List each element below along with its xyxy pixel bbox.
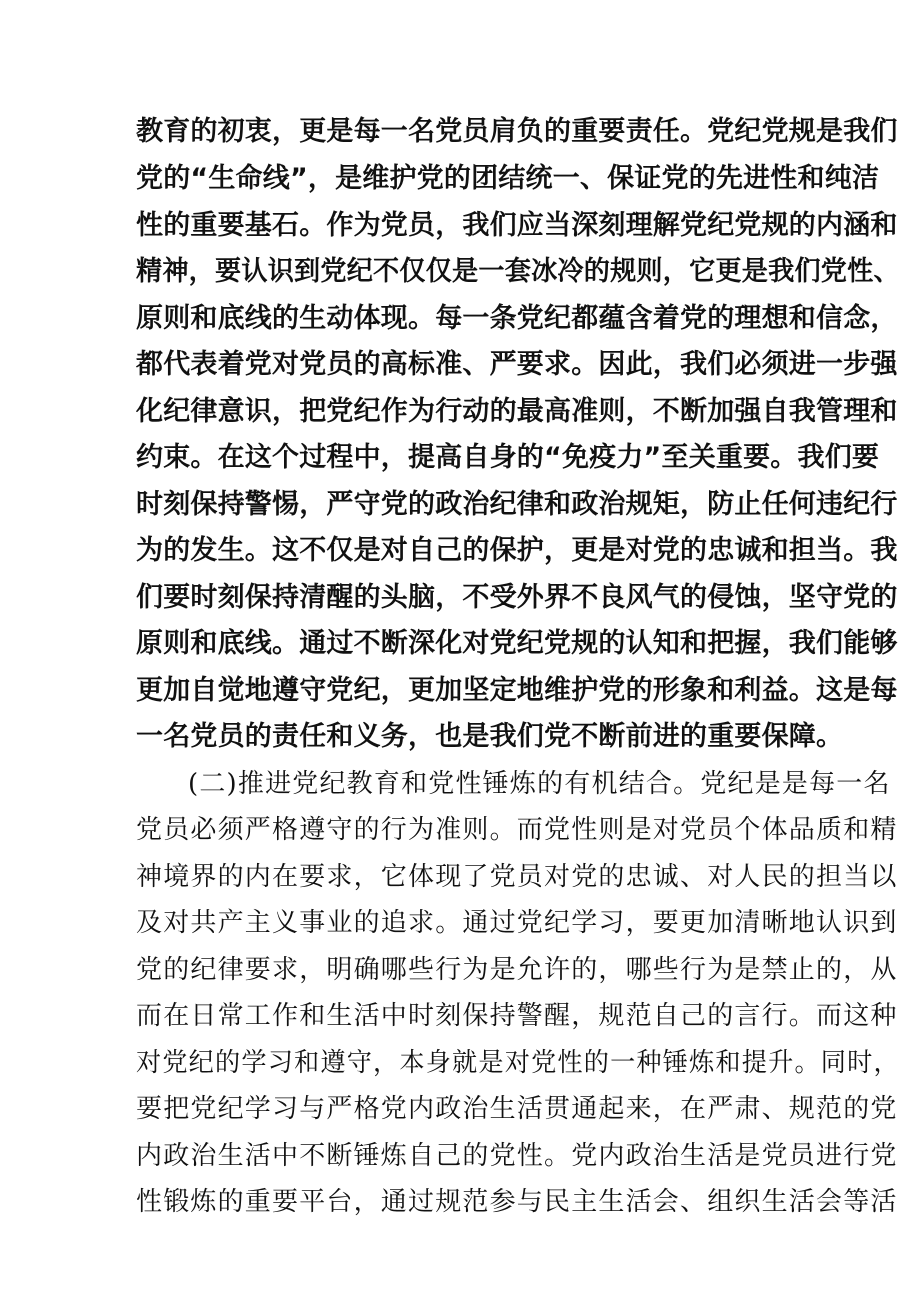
paragraph-line: 性锻炼的重要平台，通过规范参与民主生活会、组织生活会等活: [136, 1187, 898, 1217]
paragraph-line: 一名党员的责任和义务，也是我们党不断前进的重要保障。: [136, 721, 844, 752]
paragraph-line: 党员必须严格遵守的行为准则。而党性则是对党员个体品质和精: [136, 815, 898, 845]
paragraph-line: 要把党纪学习与严格党内政治生活贯通起来，在严肃、规范的党: [136, 1094, 898, 1124]
paragraph-line: 性的重要基石。作为党员，我们应当深刻理解党纪党规的内涵和: [136, 210, 898, 241]
paragraph-line: 内政治生活中不断锤炼自己的党性。党内政治生活是党员进行党: [136, 1141, 898, 1171]
paragraph-line: 神境界的内在要求，它体现了党员对党的忠诚、对人民的担当以: [136, 862, 898, 892]
paragraph-line: 为的发生。这不仅是对自己的保护，更是对党的忠诚和担当。我: [136, 535, 898, 566]
paragraph-line: 对党纪的学习和遵守，本身就是对党性的一种锤炼和提升。同时，: [136, 1048, 900, 1078]
paragraph-line: 党的“生命线”，是维护党的团结统一、保证党的先进性和纯洁: [136, 163, 880, 194]
paragraph-line: 教育的初衷，更是每一名党员肩负的重要责任。党纪党规是我们: [136, 116, 898, 147]
paragraph-line: 原则和底线的生动体现。每一条党纪都蕴含着党的理想和信念，: [136, 303, 898, 334]
section-heading-line: (二)推进党纪教育和党性锤炼的有机结合。党纪是是每一名: [188, 769, 891, 799]
paragraph-line: 约束。在这个过程中，提高自身的“免疫力”至关重要。我们要: [136, 442, 880, 473]
paragraph-line: 时刻保持警惕，严守党的政治纪律和政治规矩，防止任何违纪行: [136, 489, 898, 520]
paragraph-line: 都代表着党对党员的高标准、严要求。因此，我们必须进一步强: [136, 349, 898, 380]
paragraph-line: 精神，要认识到党纪不仅仅是一套冰冷的规则，它更是我们党性、: [136, 256, 900, 287]
paragraph-line: 们要时刻保持清醒的头脑，不受外界不良风气的侵蚀，坚守党的: [136, 582, 898, 613]
paragraph-line: 党的纪律要求，明确哪些行为是允许的，哪些行为是禁止的，从: [136, 955, 898, 985]
paragraph-line: 更加自觉地遵守党纪，更加坚定地维护党的形象和利益。这是每: [136, 675, 898, 706]
paragraph-line: 化纪律意识，把党纪作为行动的最高准则，不断加强自我管理和: [136, 396, 898, 427]
paragraph-line: 而在日常工作和生活中时刻保持警醒，规范自己的言行。而这种: [136, 1001, 898, 1031]
paragraph-line: 及对共产主义事业的追求。通过党纪学习，要更加清晰地认识到: [136, 908, 898, 938]
paragraph-line: 原则和底线。通过不断深化对党纪党规的认知和把握，我们能够: [136, 628, 898, 659]
